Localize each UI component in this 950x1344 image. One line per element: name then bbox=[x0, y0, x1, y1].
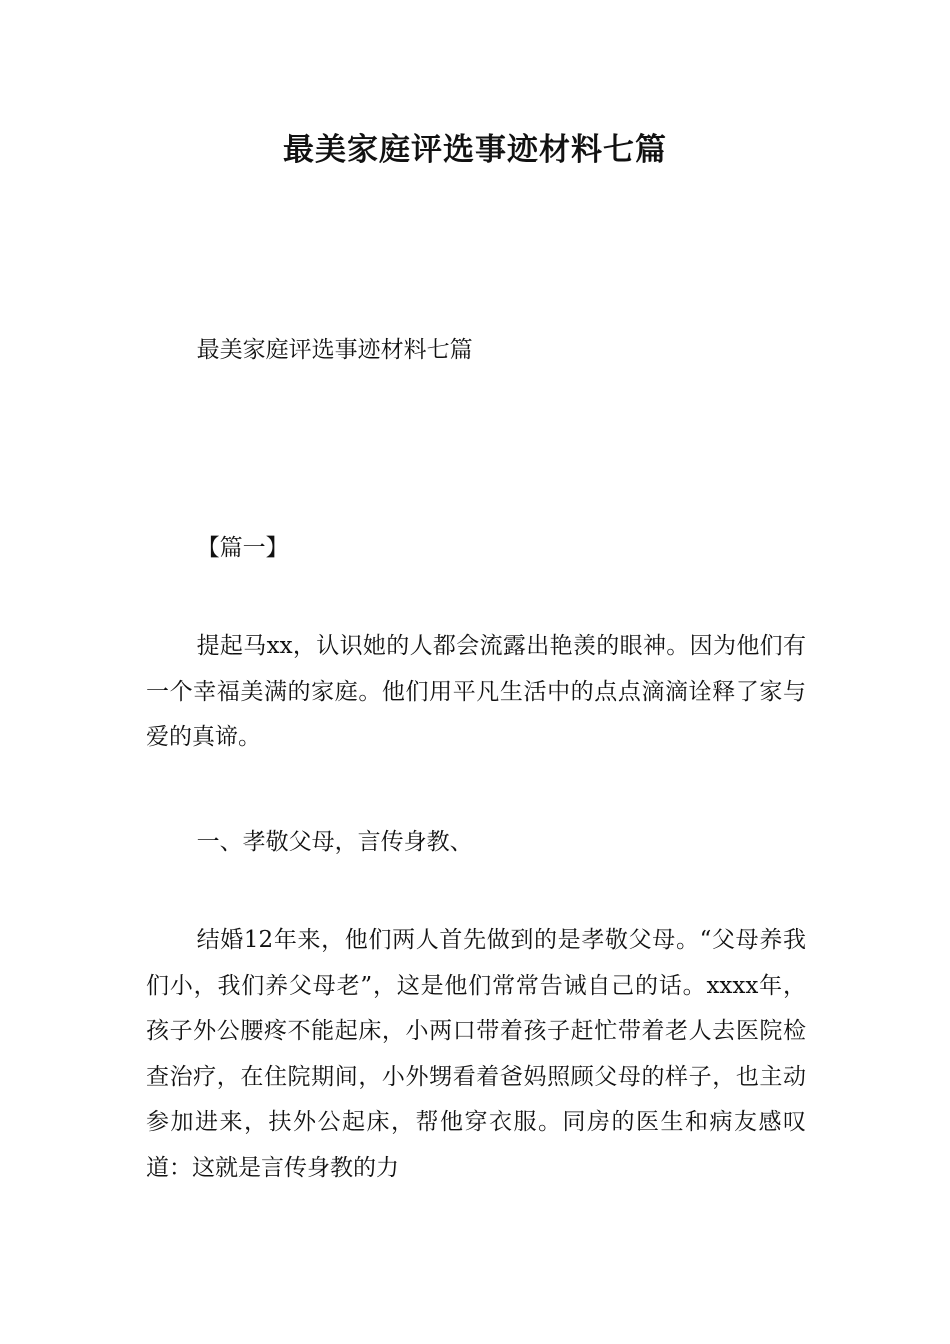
paragraph-intro: 提起马xx，认识她的人都会流露出艳羡的眼神。因为他们有一个幸福美满的家庭。他们用平凡生活中的点点滴滴诠释了家与爱的真谛。 bbox=[146, 633, 806, 750]
subheading-filial-piety: 一、孝敬父母，言传身教、 bbox=[196, 829, 473, 855]
document-subtitle: 最美家庭评选事迹材料七篇 bbox=[196, 337, 473, 363]
section-label: 【篇一】 bbox=[196, 535, 289, 561]
document-title: 最美家庭评选事迹材料七篇 bbox=[283, 132, 667, 168]
paragraph-filial-piety: 结婚12年来，他们两人首先做到的是孝敬父母。“父母养我们小，我们养父母老”，这是他们常常告诫自己的话。xxxx年，孩子外公腰疼不能起床，小两口带着孩子赶忙带着老人去医院检查治疗，在住院期间，小外甥看着爸妈照顾父母的样子，也主动参加进来，扶外公起床，帮他穿衣服。同房的医生和病友感叹道：这就是言传身教的力 bbox=[146, 927, 806, 1181]
